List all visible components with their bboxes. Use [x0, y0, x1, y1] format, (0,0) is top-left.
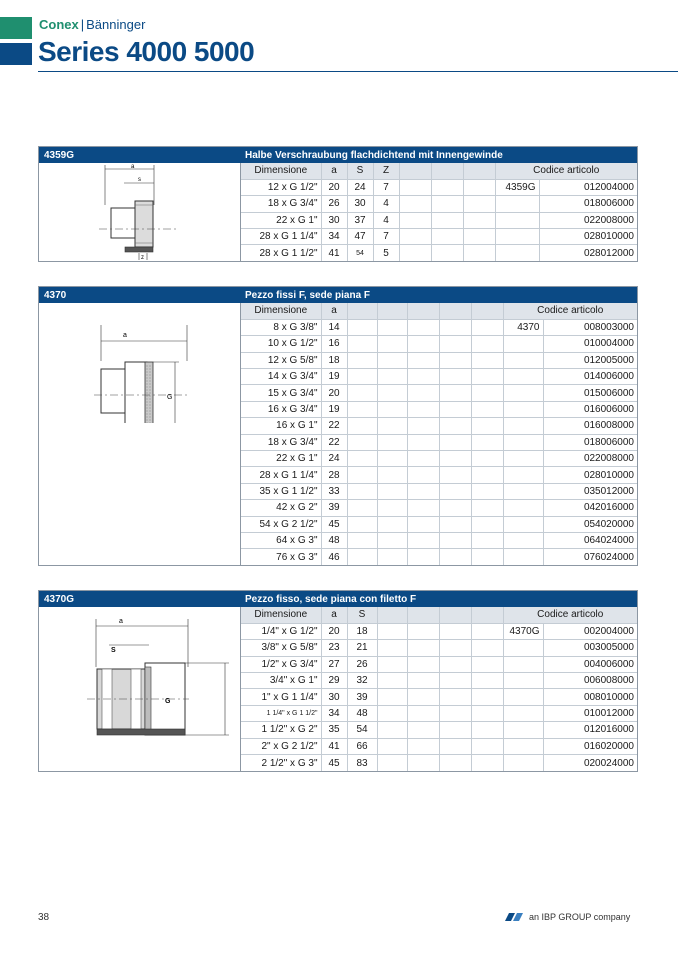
- table-row: [241, 705, 637, 721]
- cell-art: 016006000: [543, 401, 637, 417]
- col-dimensione: Dimensione: [241, 303, 321, 319]
- cell-s: 54: [347, 722, 377, 738]
- cell-dim: 16 x G 1": [241, 418, 321, 434]
- cell-art: 020024000: [583, 757, 634, 769]
- cell-dim: 22 x G 1": [241, 451, 321, 467]
- cell-dim: 54 x G 2 1/2": [241, 516, 321, 532]
- cell-dim: 28 x G 1 1/4": [241, 467, 321, 483]
- table-row: [241, 179, 637, 195]
- cell-dim: 1" x G 1 1/4": [241, 689, 321, 705]
- brand-separator: |: [80, 17, 85, 32]
- cell-a: 48: [321, 532, 347, 548]
- cell-ref: 4359G: [495, 179, 539, 195]
- cell-art: 054020000: [543, 516, 637, 532]
- table-row: [241, 352, 637, 368]
- cell-s: 39: [347, 689, 377, 705]
- cell-dim: 64 x G 3": [241, 532, 321, 548]
- dim-label-z: z: [141, 255, 144, 261]
- table-row: [241, 451, 637, 467]
- cell-art: 002004000: [543, 623, 637, 639]
- spec-table: [241, 607, 637, 771]
- table-row: [241, 212, 637, 228]
- company-text: an IBP GROUP company: [529, 912, 631, 922]
- table-row: [241, 689, 637, 705]
- cell-z: 5: [373, 245, 399, 261]
- cell-a: 20: [321, 179, 347, 195]
- table-row: [241, 623, 637, 639]
- table-row: [241, 640, 637, 656]
- technical-drawing: [39, 607, 241, 771]
- table-row: [241, 245, 637, 261]
- cell-a: 24: [321, 451, 347, 467]
- cell-art: 035012000: [543, 483, 637, 499]
- cell-dim: 1 1/4" x G 1 1/2": [241, 705, 321, 721]
- cell-z: 7: [373, 179, 399, 195]
- cell-a: 45: [321, 516, 347, 532]
- table-row: [241, 500, 637, 516]
- cell-dim: 1/4" x G 1/2": [241, 623, 321, 639]
- fitting-threaded-piece-drawing: [39, 607, 243, 771]
- cell-dim: 3/4" x G 1": [241, 673, 321, 689]
- product-code: 4359G: [44, 149, 75, 161]
- cell-dim: 12 x G 5/8": [241, 352, 321, 368]
- table-header-row: [241, 607, 637, 623]
- cell-art: 010004000: [543, 336, 637, 352]
- cell-s: 66: [347, 738, 377, 754]
- cell-dim: 2 1/2" x G 3": [241, 755, 321, 771]
- table-row: [241, 722, 637, 738]
- cell-dim: 18 x G 3/4": [241, 434, 321, 450]
- cell-s: 30: [347, 196, 373, 212]
- cell-a: 46: [321, 549, 347, 565]
- brand-conex: Conex: [39, 17, 79, 32]
- cell-art: 028012000: [583, 247, 634, 259]
- cell-a: 41: [321, 245, 347, 261]
- header-divider: [38, 71, 678, 72]
- col-a: a: [321, 303, 347, 319]
- table-row: [241, 467, 637, 483]
- dim-label-g: G: [167, 394, 173, 401]
- table-row: [241, 229, 637, 245]
- fitting-fixed-piece-drawing: [39, 303, 243, 423]
- technical-drawing: [39, 163, 241, 261]
- cell-a: 27: [321, 656, 347, 672]
- col-a: a: [321, 163, 347, 179]
- cell-s: 24: [347, 179, 373, 195]
- dim-label-s: s: [138, 177, 141, 183]
- table-header-row: [241, 303, 637, 319]
- cell-a: 19: [321, 369, 347, 385]
- dim-label-g: G: [165, 698, 171, 705]
- cell-a: 20: [321, 623, 347, 639]
- cell-a: 18: [321, 352, 347, 368]
- table-row: [241, 196, 637, 212]
- cell-dim: 28 x G 1 1/2": [241, 245, 321, 261]
- cell-dim: 14 x G 3/4": [241, 369, 321, 385]
- cell-a: 45: [321, 755, 347, 771]
- cell-art: 010012000: [543, 705, 637, 721]
- table-row: [241, 755, 637, 771]
- cell-a: 16: [321, 336, 347, 352]
- cell-art: 028010000: [539, 229, 637, 245]
- cell-a: 26: [321, 196, 347, 212]
- spec-table: [241, 303, 637, 565]
- col-z: Z: [373, 163, 399, 179]
- cell-dim: 42 x G 2": [241, 500, 321, 516]
- cell-art: 018006000: [539, 196, 637, 212]
- table-header-row: [241, 163, 637, 179]
- table-row: [241, 738, 637, 754]
- cell-a: 34: [321, 229, 347, 245]
- cell-s: 21: [347, 640, 377, 656]
- product-block-4359g: [38, 146, 638, 262]
- page-number: 38: [38, 912, 50, 923]
- cell-s: 37: [347, 212, 373, 228]
- dim-label-s: S: [111, 647, 116, 654]
- col-codice: Codice articolo: [503, 303, 637, 319]
- cell-art: 064024000: [543, 532, 637, 548]
- table-row: [241, 418, 637, 434]
- cell-art: 042016000: [543, 500, 637, 516]
- cell-a: 28: [321, 467, 347, 483]
- spec-table: [241, 163, 637, 261]
- cell-art: 022008000: [539, 212, 637, 228]
- cell-art: 012005000: [543, 352, 637, 368]
- cell-art: 016020000: [543, 738, 637, 754]
- cell-art: 014006000: [543, 369, 637, 385]
- cell-a: 19: [321, 401, 347, 417]
- table-row: [241, 483, 637, 499]
- cell-s: 26: [347, 656, 377, 672]
- table-row: [241, 369, 637, 385]
- brand-logo: [39, 17, 145, 32]
- col-s: S: [347, 163, 373, 179]
- table-row: [241, 532, 637, 548]
- cell-art: 012016000: [543, 722, 637, 738]
- technical-drawing: [39, 303, 241, 565]
- brand-blue-tab: [0, 43, 32, 65]
- cell-art: 003005000: [543, 640, 637, 656]
- brand-green-tab: [0, 17, 32, 39]
- cell-a: 34: [321, 705, 347, 721]
- cell-dim: 10 x G 1/2": [241, 336, 321, 352]
- cell-a: 33: [321, 483, 347, 499]
- col-dimensione: Dimensione: [241, 607, 321, 623]
- cell-art: 022008000: [543, 451, 637, 467]
- cell-a: 23: [321, 640, 347, 656]
- block-header: [39, 591, 637, 607]
- cell-a: 22: [321, 418, 347, 434]
- cell-dim: 12 x G 1/2": [241, 179, 321, 195]
- cell-a: 30: [321, 689, 347, 705]
- brand-banninger: Bänninger: [86, 17, 146, 32]
- cell-dim: 15 x G 3/4": [241, 385, 321, 401]
- cell-dim: 8 x G 3/8": [241, 319, 321, 335]
- cell-a: 14: [321, 319, 347, 335]
- ibp-group-tagline: [505, 912, 630, 922]
- dim-label-a: a: [119, 618, 123, 625]
- table-row: [241, 336, 637, 352]
- cell-art: 008003000: [543, 319, 637, 335]
- cell-ref: 4370G: [503, 623, 543, 639]
- product-block-4370: [38, 286, 638, 566]
- cell-art: 004006000: [543, 656, 637, 672]
- cell-z: 4: [373, 212, 399, 228]
- cell-s: 48: [347, 705, 377, 721]
- cell-dim: 1 1/2" x G 2": [241, 722, 321, 738]
- col-a: a: [321, 607, 347, 623]
- product-description: Pezzo fisso, sede piana con filetto F: [245, 593, 417, 605]
- cell-dim: 28 x G 1 1/4": [241, 229, 321, 245]
- cell-a: 22: [321, 434, 347, 450]
- cell-z: 4: [373, 196, 399, 212]
- cell-art: 006008000: [543, 673, 637, 689]
- cell-art: 008010000: [543, 689, 637, 705]
- table-row: [241, 434, 637, 450]
- dim-label-a: a: [123, 332, 127, 339]
- table-row: [241, 401, 637, 417]
- col-dimensione: Dimensione: [241, 163, 321, 179]
- cell-dim: 18 x G 3/4": [241, 196, 321, 212]
- ibp-logo-icon: [505, 913, 525, 921]
- product-code: 4370G: [44, 593, 75, 605]
- product-description: Halbe Verschraubung flachdichtend mit Innengewinde: [245, 149, 503, 161]
- cell-s: 47: [347, 229, 373, 245]
- block-header: [39, 287, 637, 303]
- cell-dim: 2" x G 2 1/2": [241, 738, 321, 754]
- cell-art: 012004000: [539, 179, 637, 195]
- block-header: [39, 147, 637, 163]
- table-row: [241, 385, 637, 401]
- cell-s: 83: [347, 755, 377, 771]
- cell-dim: 16 x G 3/4": [241, 401, 321, 417]
- cell-dim: 22 x G 1": [241, 212, 321, 228]
- cell-art: 076024000: [583, 551, 634, 563]
- col-codice: Codice articolo: [503, 607, 637, 623]
- cell-dim: 3/8" x G 5/8": [241, 640, 321, 656]
- table-row: [241, 673, 637, 689]
- table-row: [241, 549, 637, 565]
- cell-dim: 1/2" x G 3/4": [241, 656, 321, 672]
- cell-art: 028010000: [543, 467, 637, 483]
- cell-s: 54: [347, 245, 373, 261]
- cell-a: 29: [321, 673, 347, 689]
- cell-s: 32: [347, 673, 377, 689]
- product-block-4370g: [38, 590, 638, 772]
- col-codice: Codice articolo: [495, 163, 637, 179]
- cell-a: 30: [321, 212, 347, 228]
- cell-dim: 35 x G 1 1/2": [241, 483, 321, 499]
- table-row: [241, 319, 637, 335]
- cell-ref: 4370: [503, 319, 543, 335]
- col-s: S: [347, 607, 377, 623]
- fitting-half-union-drawing: [39, 163, 243, 261]
- table-row: [241, 656, 637, 672]
- cell-a: 35: [321, 722, 347, 738]
- cell-a: 39: [321, 500, 347, 516]
- page-title: Series 4000 5000: [38, 36, 255, 67]
- product-description: Pezzo fissi F, sede piana F: [245, 289, 371, 301]
- table-row: [241, 516, 637, 532]
- cell-art: 015006000: [543, 385, 637, 401]
- dim-label-a: a: [131, 164, 135, 170]
- cell-z: 7: [373, 229, 399, 245]
- product-code: 4370: [44, 289, 67, 301]
- cell-art: 016008000: [543, 418, 637, 434]
- cell-a: 20: [321, 385, 347, 401]
- cell-art: 018006000: [543, 434, 637, 450]
- cell-s: 18: [347, 623, 377, 639]
- cell-dim: 76 x G 3": [241, 549, 321, 565]
- cell-a: 41: [321, 738, 347, 754]
